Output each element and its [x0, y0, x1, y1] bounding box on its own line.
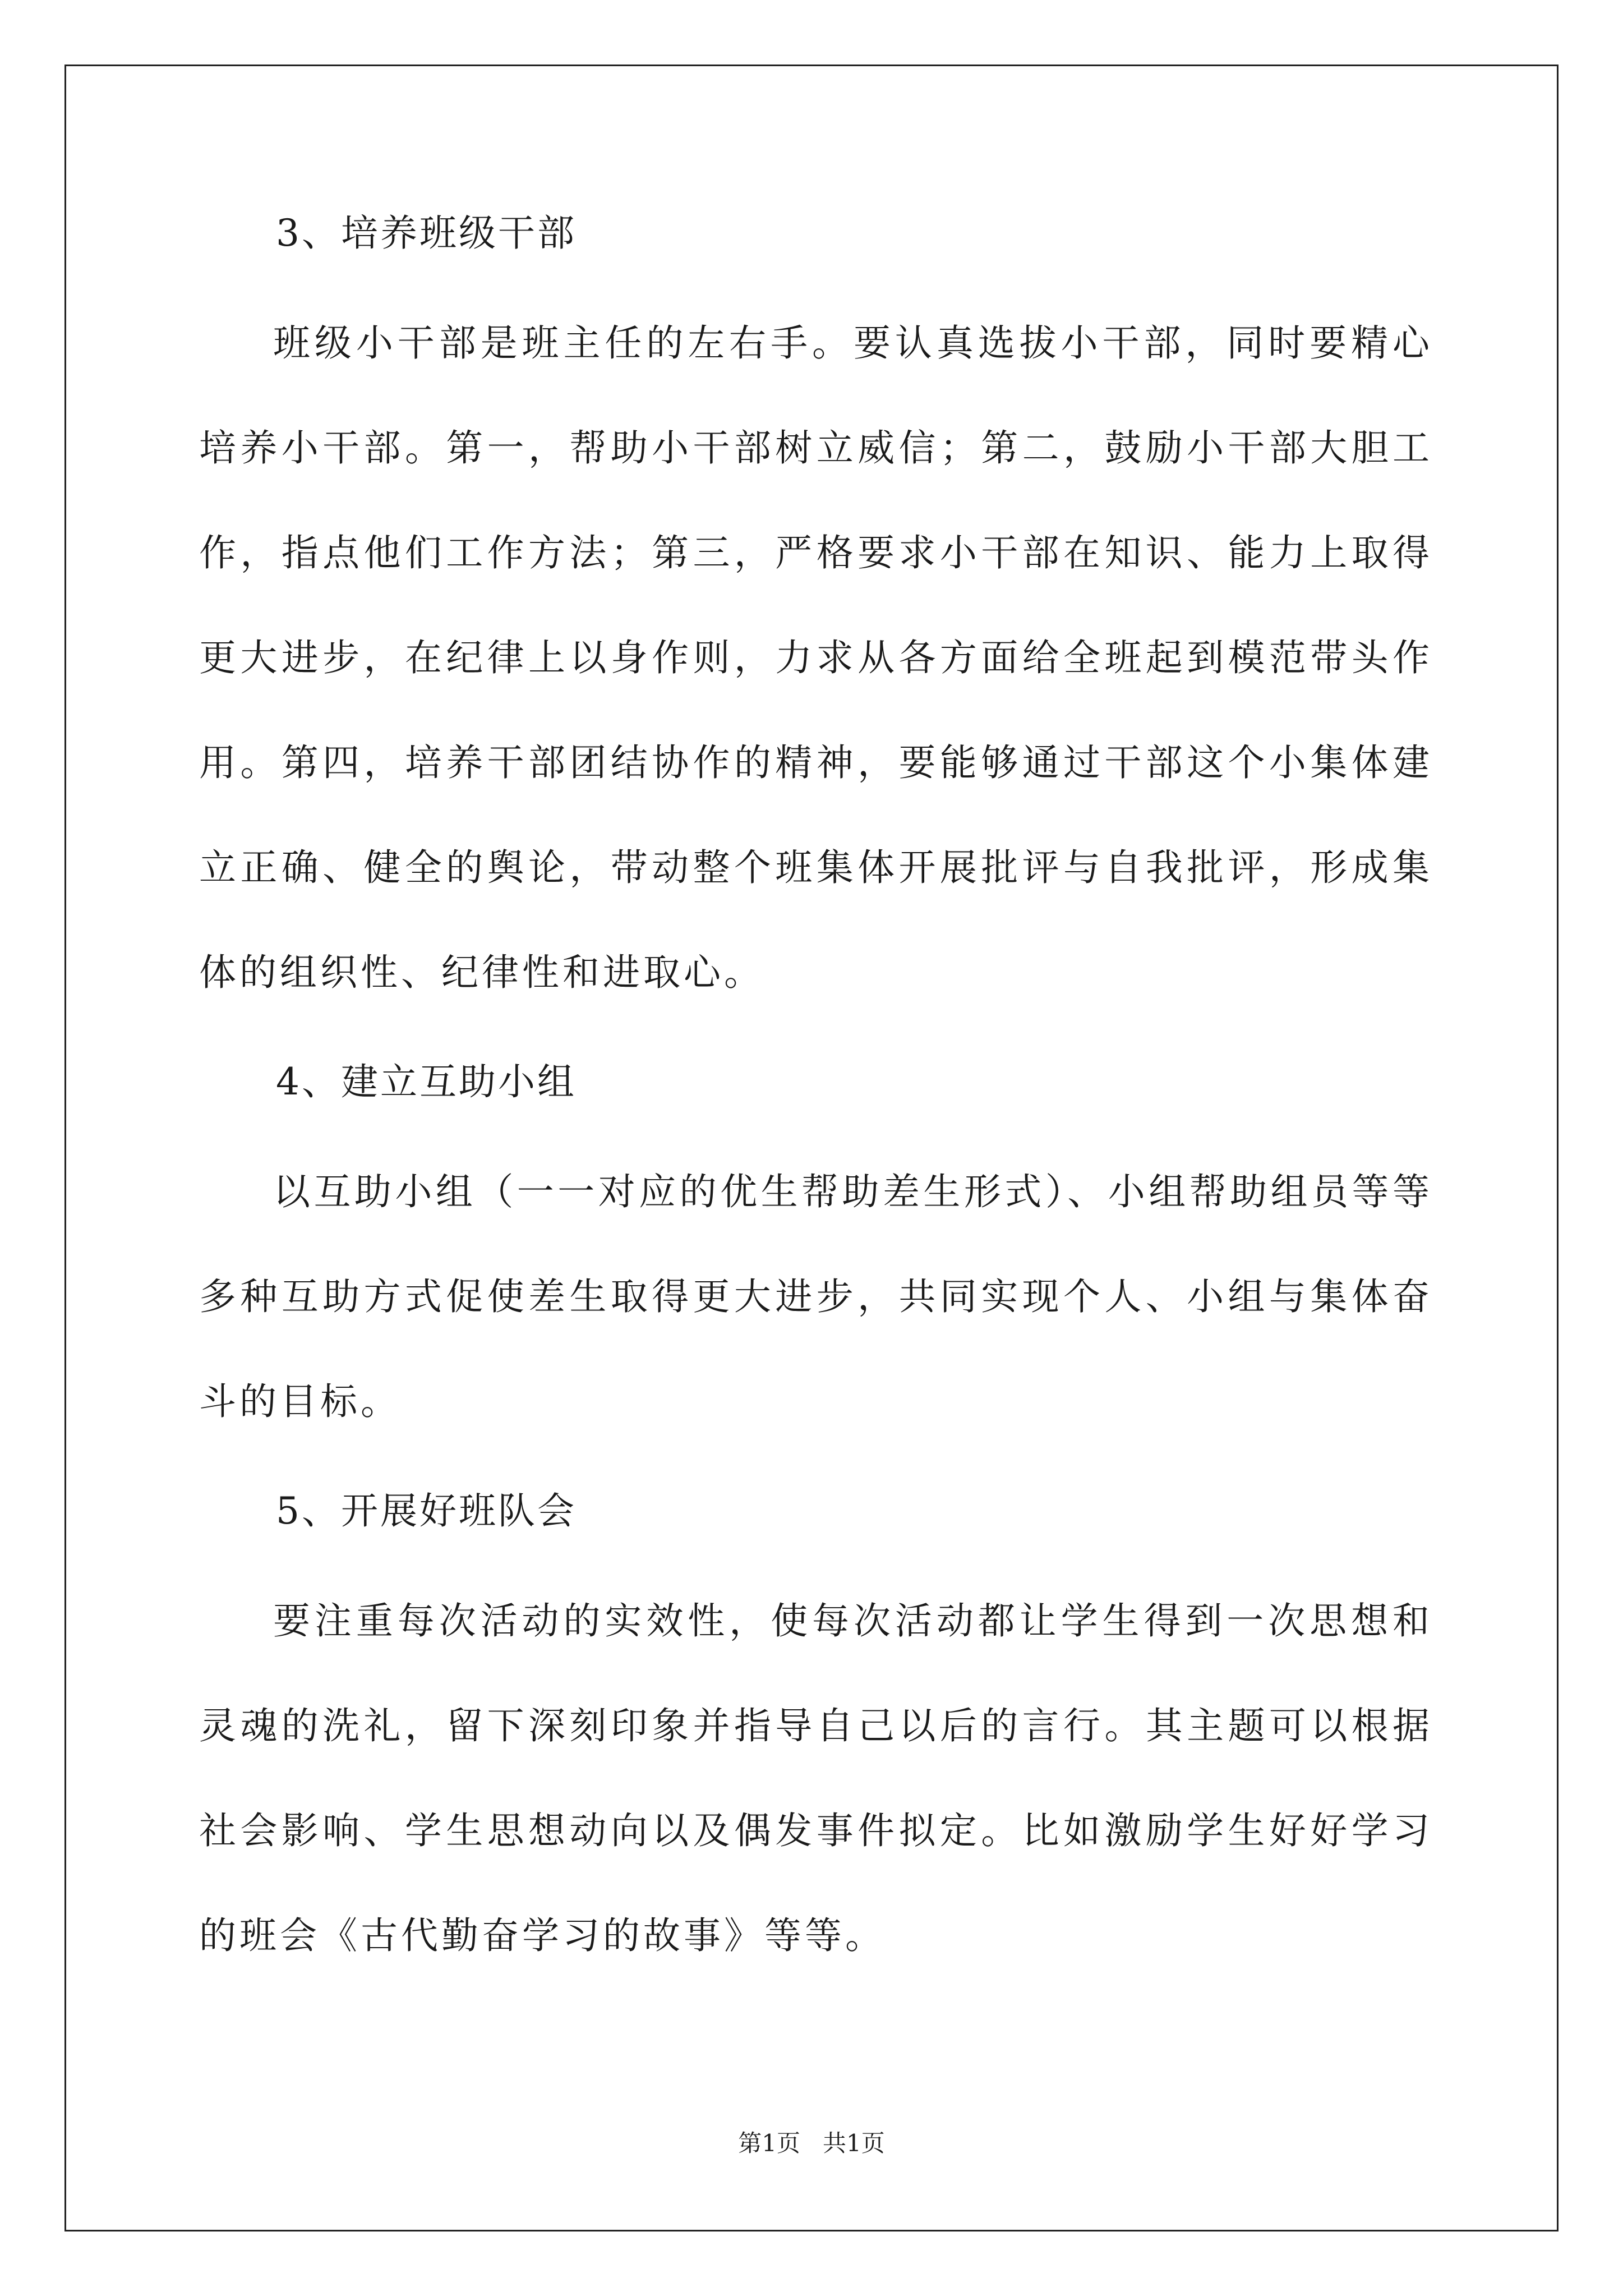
section-heading: 3、培养班级干部 [276, 211, 577, 255]
section-heading: 4、建立互助小组 [276, 1060, 577, 1103]
section-paragraph: 以互助小组（一一对应的优生帮助差生形式）、小组帮助组员等等多种互助方式促使差生取得更大进步，共同实现个人、小组与集体奋斗的目标。 [199, 1170, 1433, 1423]
section-paragraph: 要注重每次活动的实效性，使每次活动都让学生得到一次思想和灵魂的洗礼，留下深刻印象并指导自己以后的言行。其主题可以根据社会影响、学生思想动向以及偶发事件拟定。比如激励学生好好学习的班会《古代勤奋学习的故事》等等。 [199, 1599, 1433, 1957]
document-content [199, 208, 1433, 2019]
section-paragraph: 班级小干部是班主任的左右手。要认真选拔小干部，同时要精心培养小干部。第一，帮助小干部树立威信；第二，鼓励小干部大胆工作，指点他们工作方法；第三，严格要求小干部在知识、能力上取得更大进步，在纪律上以身作则，力求从各方面给全班起到模范带头作用。第四，培养干部团结协作的精神，要能够通过干部这个小集体建立正确、健全的舆论，带动整个班集体开展批评与自我批评，形成集体的组织性、纪律性和进取心。 [199, 321, 1433, 994]
section-heading: 5、开展好班队会 [276, 1489, 577, 1533]
page-footer: 第1页 共1页 [738, 2129, 885, 2157]
